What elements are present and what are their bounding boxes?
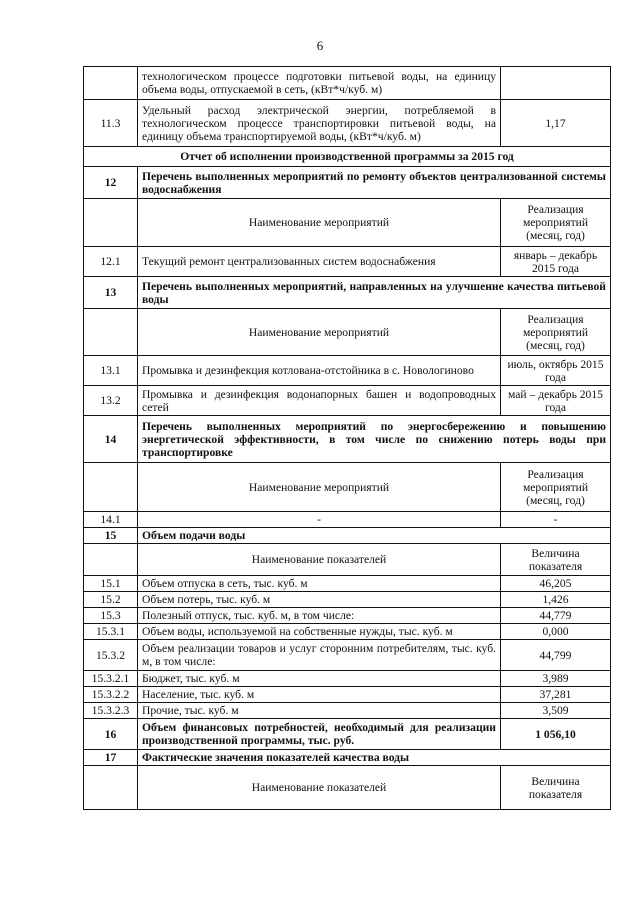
table-row	[84, 671, 611, 687]
section-title: Перечень выполненных мероприятий, направленных на улучшение качества питьевой воды	[138, 277, 611, 309]
table-row	[84, 386, 611, 416]
row-description: Прочие, тыс. куб. м	[138, 703, 501, 719]
row-description: -	[138, 512, 501, 528]
column-header-value: Реализация мероприятий (месяц, год)	[501, 309, 611, 356]
table-row	[84, 247, 611, 277]
empty-cell	[84, 463, 138, 512]
row-number: 15.3.1	[84, 624, 138, 640]
table-row	[84, 100, 611, 147]
table-row	[84, 309, 611, 356]
row-description: Удельный расход электрической энергии, потребляемой в технологическом процессе транспортировки питьевой воды, на единицу объема транспортируемой воды, (кВт*ч/куб. м)	[138, 100, 501, 147]
row-number: 15.3.2	[84, 640, 138, 671]
table-row	[84, 463, 611, 512]
section-number: 12	[84, 167, 138, 199]
table-row	[84, 750, 611, 766]
row-description: Промывка и дезинфекция котлована-отстойника в с. Новологиново	[138, 356, 501, 386]
table-row	[84, 703, 611, 719]
column-header-name: Наименование мероприятий	[138, 309, 501, 356]
section-heading: Отчет об исполнении производственной программы за 2015 год	[84, 147, 611, 167]
row-description: Объем отпуска в сеть, тыс. куб. м	[138, 576, 501, 592]
column-header-value: Реализация мероприятий (месяц, год)	[501, 199, 611, 247]
row-value: 1,17	[501, 100, 611, 147]
row-value: 46,205	[501, 576, 611, 592]
row-number: 15.2	[84, 592, 138, 608]
table-row	[84, 416, 611, 463]
row-value: 0,000	[501, 624, 611, 640]
row-number: 15.3	[84, 608, 138, 624]
row-number: 15.3.2.2	[84, 687, 138, 703]
section-title: Перечень выполненных мероприятий по ремонту объектов централизованной системы водоснабжения	[138, 167, 611, 199]
row-number: 14.1	[84, 512, 138, 528]
table-row	[84, 356, 611, 386]
row-description: Полезный отпуск, тыс. куб. м, в том числе:	[138, 608, 501, 624]
table-row	[84, 528, 611, 544]
row-value: 3,989	[501, 671, 611, 687]
table-row	[84, 167, 611, 199]
row-value: -	[501, 512, 611, 528]
column-header-name: Наименование показателей	[138, 766, 501, 810]
row-number: 15.1	[84, 576, 138, 592]
row-value: май – декабрь 2015 года	[501, 386, 611, 416]
table-row	[84, 687, 611, 703]
row-value: июль, октябрь 2015 года	[501, 356, 611, 386]
section-number: 17	[84, 750, 138, 766]
empty-cell	[84, 544, 138, 576]
table-row	[84, 576, 611, 592]
row-number: 15.3.2.3	[84, 703, 138, 719]
column-header-name: Наименование мероприятий	[138, 199, 501, 247]
empty-cell	[84, 309, 138, 356]
row-description: Бюджет, тыс. куб. м	[138, 671, 501, 687]
table-row	[84, 640, 611, 671]
row-description: Объем воды, используемой на собственные нужды, тыс. куб. м	[138, 624, 501, 640]
section-number: 13	[84, 277, 138, 309]
row-number	[84, 67, 138, 100]
table-row	[84, 147, 611, 167]
row-value: 37,281	[501, 687, 611, 703]
row-number: 13.2	[84, 386, 138, 416]
section-title: Перечень выполненных мероприятий по энергосбережению и повышению энергетической эффективности, в том числе по снижению потерь воды при транспортировке	[138, 416, 611, 463]
table-row	[84, 512, 611, 528]
row-value: 1 056,10	[501, 719, 611, 750]
table-row	[84, 199, 611, 247]
section-number: 15	[84, 528, 138, 544]
row-number: 15.3.2.1	[84, 671, 138, 687]
row-value: 1,426	[501, 592, 611, 608]
table-row	[84, 592, 611, 608]
column-header-value: Реализация мероприятий (месяц, год)	[501, 463, 611, 512]
report-table	[83, 66, 611, 810]
row-number: 12.1	[84, 247, 138, 277]
empty-cell	[84, 199, 138, 247]
row-description: Объем потерь, тыс. куб. м	[138, 592, 501, 608]
row-value: 3,509	[501, 703, 611, 719]
row-value: январь – декабрь 2015 года	[501, 247, 611, 277]
row-value: 44,799	[501, 640, 611, 671]
page-number: 6	[316, 38, 324, 53]
row-value: 44,779	[501, 608, 611, 624]
column-header-value: Величина показателя	[501, 766, 611, 810]
row-description: Объем финансовых потребностей, необходимый для реализации производственной программы, тыс. руб.	[138, 719, 501, 750]
column-header-name: Наименование мероприятий	[138, 463, 501, 512]
table-row	[84, 624, 611, 640]
table-row	[84, 608, 611, 624]
table-row	[84, 766, 611, 810]
table-row	[84, 67, 611, 100]
section-title: Фактические значения показателей качества воды	[138, 750, 611, 766]
table-row	[84, 719, 611, 750]
row-number: 16	[84, 719, 138, 750]
row-description: Промывка и дезинфекция водонапорных башен и водопроводных сетей	[138, 386, 501, 416]
row-number: 11.3	[84, 100, 138, 147]
table-row	[84, 277, 611, 309]
row-number: 13.1	[84, 356, 138, 386]
row-value	[501, 67, 611, 100]
row-description: Население, тыс. куб. м	[138, 687, 501, 703]
row-description: технологическом процессе подготовки питьевой воды, на единицу объема воды, отпускаемой в сеть, (кВт*ч/куб. м)	[138, 67, 501, 100]
section-title: Объем подачи воды	[138, 528, 611, 544]
row-description: Текущий ремонт централизованных систем водоснабжения	[138, 247, 501, 277]
column-header-value: Величина показателя	[501, 544, 611, 576]
table-row	[84, 544, 611, 576]
empty-cell	[84, 766, 138, 810]
section-number: 14	[84, 416, 138, 463]
row-description: Объем реализации товаров и услуг сторонним потребителям, тыс. куб. м, в том числе:	[138, 640, 501, 671]
column-header-name: Наименование показателей	[138, 544, 501, 576]
